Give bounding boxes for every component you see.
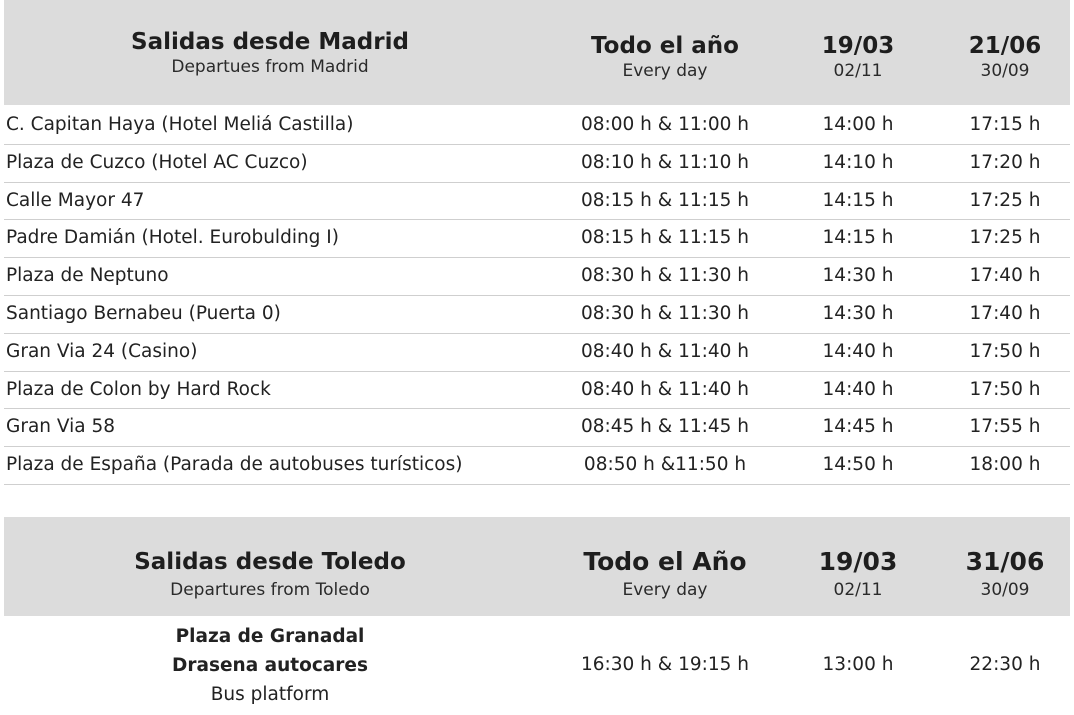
time-season1: 14:50 h — [822, 454, 894, 476]
table-row — [4, 258, 1070, 296]
madrid-header — [4, 0, 1070, 105]
table-row — [4, 372, 1070, 410]
table-row — [4, 334, 1070, 372]
time-season1: 14:40 h — [822, 340, 894, 362]
toledo-col1-sub: Every day — [622, 580, 708, 600]
toledo-title: Salidas desde Toledo — [134, 549, 406, 575]
time-season1: 13:00 h — [822, 654, 894, 675]
toledo-col1-title: Todo el Año — [583, 547, 747, 576]
madrid-title: Salidas desde Madrid — [131, 29, 409, 55]
stop-name: Santiago Bernabeu (Puerta 0) — [6, 302, 281, 324]
toledo-col-season1 — [794, 547, 922, 603]
madrid-schedule-table — [4, 107, 1070, 485]
time-everyday: 08:40 h & 11:40 h — [580, 340, 750, 362]
table-row — [4, 183, 1070, 221]
time-season2: 17:50 h — [969, 340, 1041, 362]
time-season2: 17:15 h — [969, 114, 1041, 135]
time-season1: 14:15 h — [822, 189, 894, 211]
madrid-col1-title: Todo el año — [591, 33, 739, 59]
stop-name: Calle Mayor 47 — [6, 189, 145, 211]
toledo-header — [4, 517, 1070, 616]
time-everyday: 08:45 h & 11:45 h — [580, 416, 750, 438]
time-season1: 14:00 h — [822, 114, 894, 135]
stop-name: Plaza de Colon by Hard Rock — [6, 378, 271, 400]
stop-name: Plaza de España (Parada de autobuses turísticos) — [6, 454, 463, 476]
table-row — [4, 145, 1070, 183]
table-row — [4, 409, 1070, 447]
time-everyday: 08:00 h & 11:00 h — [580, 114, 750, 135]
toledo-stop — [100, 622, 440, 709]
stop-name: Gran Via 58 — [6, 416, 116, 438]
time-everyday: 08:30 h & 11:30 h — [580, 265, 750, 287]
toledo-stop-line3: Bus platform — [210, 684, 330, 705]
stop-name: Padre Damián (Hotel. Eurobulding I) — [6, 227, 339, 249]
madrid-col2-sub: 02/11 — [833, 61, 883, 81]
toledo-stop-line1: Plaza de Granadal — [175, 626, 365, 647]
time-season1: 14:10 h — [822, 151, 894, 173]
madrid-col-season1 — [794, 32, 922, 82]
time-season1: 14:15 h — [822, 227, 894, 249]
time-everyday: 08:15 h & 11:15 h — [580, 189, 750, 211]
stop-name: Plaza de Cuzco (Hotel AC Cuzco) — [6, 151, 308, 173]
madrid-subtitle: Departues from Madrid — [171, 57, 369, 77]
madrid-col3-sub: 30/09 — [980, 61, 1030, 81]
toledo-schedule-row — [4, 618, 1070, 715]
toledo-col-season2 — [939, 547, 1071, 603]
time-everyday: 08:50 h &11:50 h — [583, 454, 747, 476]
time-season2: 17:40 h — [969, 302, 1041, 324]
time-season2: 17:25 h — [969, 227, 1041, 249]
toledo-col2-sub: 02/11 — [833, 580, 883, 600]
stop-name: C. Capitan Haya (Hotel Meliá Castilla) — [6, 114, 354, 135]
time-everyday: 16:30 h & 19:15 h — [580, 654, 750, 675]
time-everyday: 08:15 h & 11:15 h — [580, 227, 750, 249]
time-season2: 17:25 h — [969, 189, 1041, 211]
time-season1: 14:30 h — [822, 265, 894, 287]
madrid-col-season2 — [939, 32, 1071, 82]
time-season2: 18:00 h — [969, 454, 1041, 476]
toledo-col-everyday — [549, 547, 781, 603]
time-season1: 14:40 h — [822, 378, 894, 400]
table-row — [4, 107, 1070, 145]
toledo-stop-line2: Drasena autocares — [172, 655, 368, 676]
madrid-col-everyday — [549, 32, 781, 82]
table-row — [4, 220, 1070, 258]
toledo-col3-sub: 30/09 — [980, 580, 1030, 600]
time-season2: 22:30 h — [969, 654, 1041, 675]
time-season2: 17:50 h — [969, 378, 1041, 400]
time-everyday: 08:40 h & 11:40 h — [580, 378, 750, 400]
table-row — [4, 296, 1070, 334]
time-season2: 17:20 h — [969, 151, 1041, 173]
stop-name: Plaza de Neptuno — [6, 265, 169, 287]
time-season2: 17:55 h — [969, 416, 1041, 438]
time-everyday: 08:30 h & 11:30 h — [580, 302, 750, 324]
toledo-col2-title: 19/03 — [818, 547, 898, 576]
madrid-col1-sub: Every day — [622, 61, 708, 81]
time-season1: 14:45 h — [822, 416, 894, 438]
toledo-subtitle: Departures from Toledo — [170, 580, 370, 600]
madrid-col3-title: 21/06 — [968, 33, 1042, 59]
time-everyday: 08:10 h & 11:10 h — [580, 151, 750, 173]
table-row — [4, 447, 1070, 485]
time-season1: 14:30 h — [822, 302, 894, 324]
madrid-col2-title: 19/03 — [821, 33, 895, 59]
toledo-title-cell — [100, 547, 440, 603]
stop-name: Gran Via 24 (Casino) — [6, 340, 198, 362]
madrid-title-cell — [100, 28, 440, 78]
time-season2: 17:40 h — [969, 265, 1041, 287]
toledo-col3-title: 31/06 — [965, 547, 1045, 576]
